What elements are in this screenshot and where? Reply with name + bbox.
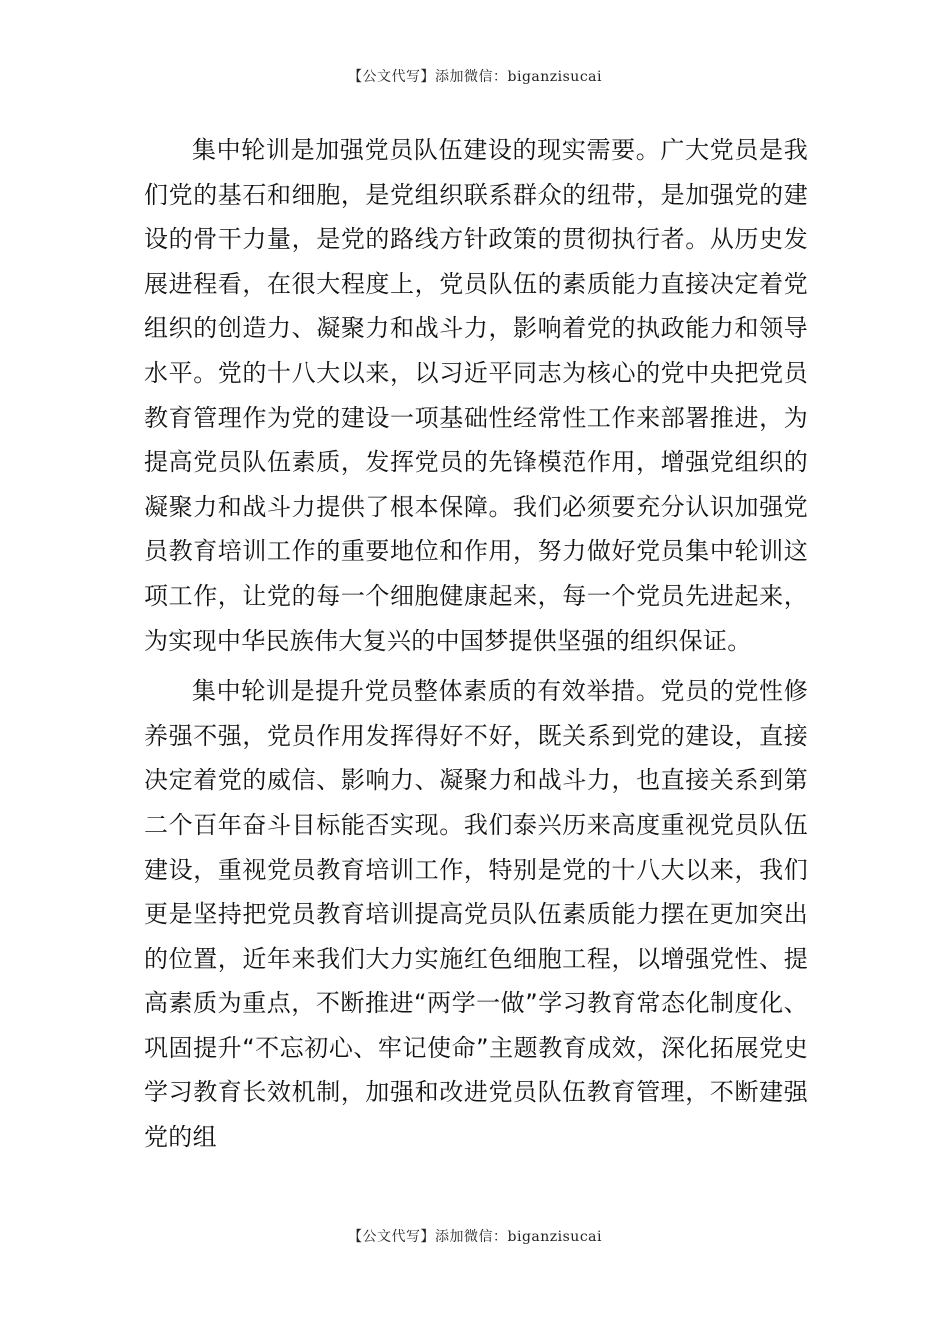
paragraph-1: 集中轮训是加强党员队伍建设的现实需要。广大党员是我们党的基石和细胞，是党组织联系群众的纽带，是加强党的建设的骨干力量，是党的路线方针政策的贯彻执行者。从历史发展进程看，在很大程度上，党员队伍的素质能力直接决定着党组织的创造力、凝聚力和战斗力，影响着党的执政能力和领导水平。党的十八大以来，以习近平同志为核心的党中央把党员教育管理作为党的建设一项基础性经常性工作来部署推进，为提高党员队伍素质，发挥党员的先锋模范作用，增强党组织的凝聚力和战斗力提供了根本保障。我们必须要充分认识加强党员教育培训工作的重要地位和作用，努力做好党员集中轮训这项工作，让党的每一个细胞健康起来，每一个党员先进起来，为实现中华民族伟大复兴的中国梦提供坚强的组织保证。 (144, 136, 808, 655)
page-header: 【公文代写】添加微信：biganzisucai (348, 69, 602, 85)
page-footer: 【公文代写】添加微信：biganzisucai (348, 1229, 602, 1245)
paragraph-2: 集中轮训是提升党员整体素质的有效举措。党员的党性修养强不强，党员作用发挥得好不好，既关系到党的建设，直接决定着党的威信、影响力、凝聚力和战斗力，也直接关系到第二个百年奋斗目标能否实现。我们泰兴历来高度重视党员队伍建设，重视党员教育培训工作，特别是党的十八大以来，我们更是坚持把党员教育培训提高党员队伍素质能力摆在更加突出的位置，近年来我们大力实施红色细胞工程，以增强党性、提高素质为重点，不断推进“两学一做”学习教育常态化制度化、巩固提升“不忘初心、牢记使命”主题教育成效，深化拓展党史学习教育长效机制，加强和改进党员队伍教育管理，不断建强党的组 (144, 677, 808, 1152)
body-text (144, 128, 808, 1166)
